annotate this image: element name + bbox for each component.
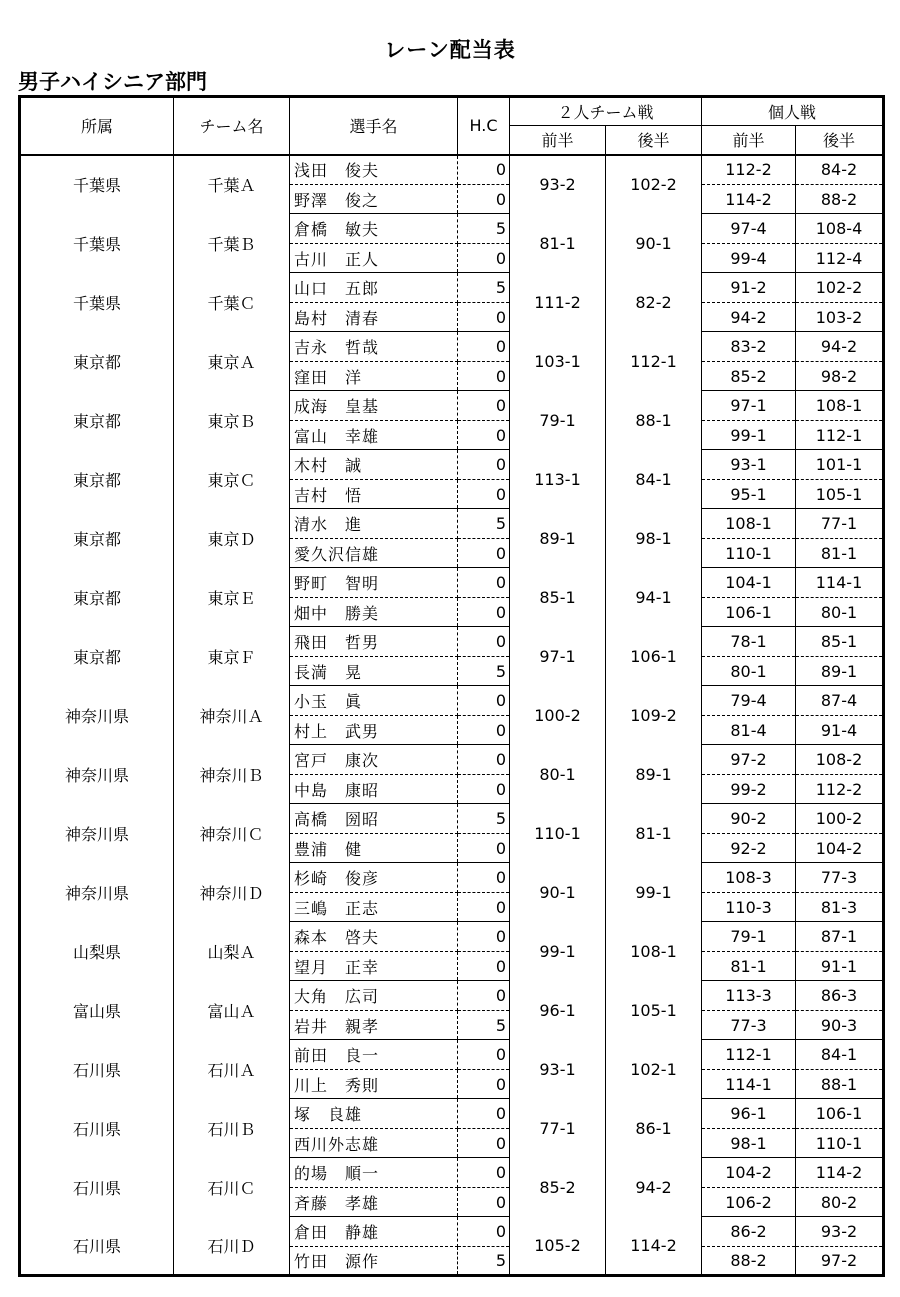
individual-first-half-lane: 114-1: [702, 1070, 796, 1099]
individual-first-half-lane: 81-1: [702, 952, 796, 981]
lane-assignment-table: [18, 95, 885, 1277]
hc-cell: 0: [458, 1099, 510, 1129]
hc-cell: 5: [458, 804, 510, 834]
individual-first-half-lane: 90-2: [702, 804, 796, 834]
team-name-cell: 石川Ｄ: [174, 1217, 290, 1276]
table-row: [20, 863, 884, 893]
player-name-cell: 浅田 俊夫: [290, 155, 458, 185]
team-first-half-lane: 113-1: [510, 450, 606, 509]
affiliation-cell: 東京都: [20, 509, 174, 568]
individual-first-half-lane: 99-1: [702, 421, 796, 450]
hc-cell: 0: [458, 775, 510, 804]
team-second-half-lane: 89-1: [606, 745, 702, 804]
individual-first-half-lane: 99-2: [702, 775, 796, 804]
individual-second-half-lane: 98-2: [796, 362, 884, 391]
individual-second-half-lane: 84-1: [796, 1040, 884, 1070]
table-row: [20, 686, 884, 716]
table-row: [20, 1099, 884, 1129]
individual-first-half-lane: 78-1: [702, 627, 796, 657]
team-first-half-lane: 79-1: [510, 391, 606, 450]
individual-first-half-lane: 106-1: [702, 598, 796, 627]
individual-first-half-lane: 97-1: [702, 391, 796, 421]
individual-second-half-lane: 108-2: [796, 745, 884, 775]
player-name-cell: 飛田 哲男: [290, 627, 458, 657]
team-second-half-lane: 108-1: [606, 922, 702, 981]
player-name-cell: 清水 進: [290, 509, 458, 539]
player-name-cell: 川上 秀則: [290, 1070, 458, 1099]
individual-first-half-lane: 114-2: [702, 185, 796, 214]
individual-second-half-lane: 101-1: [796, 450, 884, 480]
table-row: [20, 627, 884, 657]
table-row: [20, 391, 884, 421]
player-name-cell: 塚 良雄: [290, 1099, 458, 1129]
individual-second-half-lane: 81-3: [796, 893, 884, 922]
player-name-cell: 木村 誠: [290, 450, 458, 480]
individual-second-half-lane: 89-1: [796, 657, 884, 686]
team-first-half-lane: 85-1: [510, 568, 606, 627]
affiliation-cell: 千葉県: [20, 155, 174, 214]
team-name-cell: 東京Ｆ: [174, 627, 290, 686]
individual-second-half-lane: 81-1: [796, 539, 884, 568]
team-second-half-lane: 106-1: [606, 627, 702, 686]
individual-second-half-lane: 110-1: [796, 1129, 884, 1158]
page-title: レーン配当表: [384, 38, 516, 62]
individual-first-half-lane: 91-2: [702, 273, 796, 303]
player-name-cell: 高橋 圀昭: [290, 804, 458, 834]
team-first-half-lane: 110-1: [510, 804, 606, 863]
individual-first-half-lane: 112-1: [702, 1040, 796, 1070]
team-second-half-lane: 102-2: [606, 155, 702, 214]
individual-first-half-lane: 96-1: [702, 1099, 796, 1129]
team-first-half-lane: 93-1: [510, 1040, 606, 1099]
team-second-half-lane: 105-1: [606, 981, 702, 1040]
player-name-cell: 吉永 哲哉: [290, 332, 458, 362]
player-name-cell: 倉田 静雄: [290, 1217, 458, 1247]
individual-second-half-lane: 91-4: [796, 716, 884, 745]
team-name-cell: 千葉Ｂ: [174, 214, 290, 273]
individual-first-half-lane: 81-4: [702, 716, 796, 745]
affiliation-cell: 神奈川県: [20, 804, 174, 863]
hc-cell: 0: [458, 598, 510, 627]
player-name-cell: 斉藤 孝雄: [290, 1188, 458, 1217]
team-first-half-lane: 77-1: [510, 1099, 606, 1158]
header-team-match: ２人チーム戦: [510, 97, 702, 126]
affiliation-cell: 石川県: [20, 1217, 174, 1276]
hc-cell: 0: [458, 922, 510, 952]
player-name-cell: 望月 正幸: [290, 952, 458, 981]
hc-cell: 0: [458, 1040, 510, 1070]
table-row: [20, 568, 884, 598]
individual-second-half-lane: 112-4: [796, 244, 884, 273]
affiliation-cell: 千葉県: [20, 273, 174, 332]
team-first-half-lane: 96-1: [510, 981, 606, 1040]
team-second-half-lane: 82-2: [606, 273, 702, 332]
individual-second-half-lane: 77-1: [796, 509, 884, 539]
team-first-half-lane: 89-1: [510, 509, 606, 568]
hc-cell: 0: [458, 863, 510, 893]
table-row: [20, 981, 884, 1011]
individual-second-half-lane: 85-1: [796, 627, 884, 657]
table-row: [20, 155, 884, 185]
player-name-cell: 西川外志雄: [290, 1129, 458, 1158]
individual-first-half-lane: 108-3: [702, 863, 796, 893]
team-name-cell: 石川Ｂ: [174, 1099, 290, 1158]
hc-cell: 5: [458, 509, 510, 539]
header-player-name: 選手名: [290, 97, 458, 155]
individual-first-half-lane: 108-1: [702, 509, 796, 539]
team-second-half-lane: 102-1: [606, 1040, 702, 1099]
individual-first-half-lane: 88-2: [702, 1247, 796, 1276]
individual-first-half-lane: 94-2: [702, 303, 796, 332]
individual-first-half-lane: 110-3: [702, 893, 796, 922]
individual-first-half-lane: 80-1: [702, 657, 796, 686]
table-row: [20, 450, 884, 480]
hc-cell: 5: [458, 273, 510, 303]
hc-cell: 0: [458, 568, 510, 598]
team-name-cell: 神奈川Ｂ: [174, 745, 290, 804]
table-row: [20, 1040, 884, 1070]
hc-cell: 5: [458, 214, 510, 244]
player-name-cell: 杉崎 俊彦: [290, 863, 458, 893]
individual-second-half-lane: 80-2: [796, 1188, 884, 1217]
header-individual-first-half: 前半: [702, 126, 796, 155]
individual-first-half-lane: 112-2: [702, 155, 796, 185]
individual-first-half-lane: 98-1: [702, 1129, 796, 1158]
team-second-half-lane: 88-1: [606, 391, 702, 450]
player-name-cell: 野町 智明: [290, 568, 458, 598]
individual-second-half-lane: 93-2: [796, 1217, 884, 1247]
hc-cell: 0: [458, 391, 510, 421]
team-first-half-lane: 85-2: [510, 1158, 606, 1217]
player-name-cell: 豊浦 健: [290, 834, 458, 863]
player-name-cell: 三嶋 正志: [290, 893, 458, 922]
individual-second-half-lane: 90-3: [796, 1011, 884, 1040]
player-name-cell: 窪田 洋: [290, 362, 458, 391]
hc-cell: 0: [458, 1188, 510, 1217]
individual-first-half-lane: 77-3: [702, 1011, 796, 1040]
team-first-half-lane: 80-1: [510, 745, 606, 804]
hc-cell: 0: [458, 1129, 510, 1158]
affiliation-cell: 千葉県: [20, 214, 174, 273]
team-name-cell: 東京Ａ: [174, 332, 290, 391]
hc-cell: 0: [458, 450, 510, 480]
player-name-cell: 村上 武男: [290, 716, 458, 745]
table-row: [20, 273, 884, 303]
team-first-half-lane: 100-2: [510, 686, 606, 745]
individual-first-half-lane: 85-2: [702, 362, 796, 391]
individual-second-half-lane: 87-4: [796, 686, 884, 716]
player-name-cell: 森本 啓夫: [290, 922, 458, 952]
individual-second-half-lane: 91-1: [796, 952, 884, 981]
individual-second-half-lane: 112-2: [796, 775, 884, 804]
player-name-cell: 岩井 親孝: [290, 1011, 458, 1040]
team-first-half-lane: 97-1: [510, 627, 606, 686]
individual-first-half-lane: 97-4: [702, 214, 796, 244]
hc-cell: 5: [458, 1247, 510, 1276]
affiliation-cell: 山梨県: [20, 922, 174, 981]
affiliation-cell: 富山県: [20, 981, 174, 1040]
team-first-half-lane: 105-2: [510, 1217, 606, 1276]
team-second-half-lane: 114-2: [606, 1217, 702, 1276]
player-name-cell: 小玉 眞: [290, 686, 458, 716]
team-name-cell: 石川Ｃ: [174, 1158, 290, 1217]
individual-first-half-lane: 110-1: [702, 539, 796, 568]
individual-first-half-lane: 104-2: [702, 1158, 796, 1188]
affiliation-cell: 東京都: [20, 391, 174, 450]
hc-cell: 0: [458, 981, 510, 1011]
player-name-cell: 中島 康昭: [290, 775, 458, 804]
hc-cell: 5: [458, 657, 510, 686]
affiliation-cell: 神奈川県: [20, 745, 174, 804]
individual-second-half-lane: 108-1: [796, 391, 884, 421]
team-second-half-lane: 99-1: [606, 863, 702, 922]
hc-cell: 0: [458, 539, 510, 568]
player-name-cell: 的場 順一: [290, 1158, 458, 1188]
team-first-half-lane: 99-1: [510, 922, 606, 981]
header-individual-second-half: 後半: [796, 126, 884, 155]
table-row: [20, 1158, 884, 1188]
team-second-half-lane: 112-1: [606, 332, 702, 391]
individual-first-half-lane: 93-1: [702, 450, 796, 480]
player-name-cell: 富山 幸雄: [290, 421, 458, 450]
hc-cell: 0: [458, 716, 510, 745]
player-name-cell: 古川 正人: [290, 244, 458, 273]
player-name-cell: 大角 広司: [290, 981, 458, 1011]
table-row: [20, 509, 884, 539]
individual-second-half-lane: 97-2: [796, 1247, 884, 1276]
table-body: [20, 155, 884, 1276]
individual-first-half-lane: 95-1: [702, 480, 796, 509]
header-team-first-half: 前半: [510, 126, 606, 155]
team-second-half-lane: 86-1: [606, 1099, 702, 1158]
individual-second-half-lane: 87-1: [796, 922, 884, 952]
hc-cell: 0: [458, 185, 510, 214]
hc-cell: 0: [458, 244, 510, 273]
hc-cell: 5: [458, 1011, 510, 1040]
individual-second-half-lane: 94-2: [796, 332, 884, 362]
individual-second-half-lane: 77-3: [796, 863, 884, 893]
hc-cell: 0: [458, 745, 510, 775]
table-row: [20, 745, 884, 775]
team-name-cell: 富山Ａ: [174, 981, 290, 1040]
player-name-cell: 吉村 悟: [290, 480, 458, 509]
header-affiliation: 所属: [20, 97, 174, 155]
table-row: [20, 214, 884, 244]
affiliation-cell: 東京都: [20, 332, 174, 391]
individual-second-half-lane: 112-1: [796, 421, 884, 450]
affiliation-cell: 石川県: [20, 1099, 174, 1158]
individual-second-half-lane: 103-2: [796, 303, 884, 332]
player-name-cell: 倉橋 敏夫: [290, 214, 458, 244]
player-name-cell: 成海 皇基: [290, 391, 458, 421]
hc-cell: 0: [458, 303, 510, 332]
hc-cell: 0: [458, 421, 510, 450]
player-name-cell: 長満 晃: [290, 657, 458, 686]
hc-cell: 0: [458, 686, 510, 716]
individual-second-half-lane: 114-2: [796, 1158, 884, 1188]
table-row: [20, 332, 884, 362]
affiliation-cell: 神奈川県: [20, 686, 174, 745]
hc-cell: 0: [458, 834, 510, 863]
individual-second-half-lane: 104-2: [796, 834, 884, 863]
individual-first-half-lane: 113-3: [702, 981, 796, 1011]
hc-cell: 0: [458, 627, 510, 657]
team-first-half-lane: 81-1: [510, 214, 606, 273]
player-name-cell: 愛久沢信雄: [290, 539, 458, 568]
team-second-half-lane: 90-1: [606, 214, 702, 273]
affiliation-cell: 石川県: [20, 1040, 174, 1099]
team-name-cell: 神奈川Ｃ: [174, 804, 290, 863]
team-name-cell: 山梨Ａ: [174, 922, 290, 981]
player-name-cell: 宮戸 康次: [290, 745, 458, 775]
team-name-cell: 神奈川Ａ: [174, 686, 290, 745]
team-second-half-lane: 81-1: [606, 804, 702, 863]
hc-cell: 0: [458, 332, 510, 362]
individual-second-half-lane: 84-2: [796, 155, 884, 185]
team-second-half-lane: 94-1: [606, 568, 702, 627]
individual-second-half-lane: 108-4: [796, 214, 884, 244]
team-name-cell: 東京Ｃ: [174, 450, 290, 509]
individual-second-half-lane: 88-1: [796, 1070, 884, 1099]
header-hc: H.C: [458, 97, 510, 155]
individual-first-half-lane: 86-2: [702, 1217, 796, 1247]
affiliation-cell: 東京都: [20, 450, 174, 509]
table-row: [20, 1217, 884, 1247]
individual-second-half-lane: 105-1: [796, 480, 884, 509]
individual-first-half-lane: 83-2: [702, 332, 796, 362]
team-first-half-lane: 103-1: [510, 332, 606, 391]
team-name-cell: 東京Ｅ: [174, 568, 290, 627]
player-name-cell: 畑中 勝美: [290, 598, 458, 627]
individual-first-half-lane: 79-4: [702, 686, 796, 716]
hc-cell: 0: [458, 1070, 510, 1099]
affiliation-cell: 石川県: [20, 1158, 174, 1217]
player-name-cell: 前田 良一: [290, 1040, 458, 1070]
team-first-half-lane: 111-2: [510, 273, 606, 332]
team-name-cell: 神奈川Ｄ: [174, 863, 290, 922]
individual-second-half-lane: 106-1: [796, 1099, 884, 1129]
table-row: [20, 804, 884, 834]
header-individual: 個人戦: [702, 97, 884, 126]
team-name-cell: 東京Ｂ: [174, 391, 290, 450]
header-team-name: チーム名: [174, 97, 290, 155]
hc-cell: 0: [458, 1217, 510, 1247]
team-second-half-lane: 94-2: [606, 1158, 702, 1217]
individual-second-half-lane: 86-3: [796, 981, 884, 1011]
individual-first-half-lane: 104-1: [702, 568, 796, 598]
player-name-cell: 山口 五郎: [290, 273, 458, 303]
section-title: 男子ハイシニア部門: [18, 70, 207, 94]
team-first-half-lane: 93-2: [510, 155, 606, 214]
individual-second-half-lane: 88-2: [796, 185, 884, 214]
hc-cell: 0: [458, 952, 510, 981]
player-name-cell: 竹田 源作: [290, 1247, 458, 1276]
hc-cell: 0: [458, 480, 510, 509]
individual-first-half-lane: 106-2: [702, 1188, 796, 1217]
team-second-half-lane: 84-1: [606, 450, 702, 509]
individual-first-half-lane: 79-1: [702, 922, 796, 952]
individual-second-half-lane: 102-2: [796, 273, 884, 303]
individual-first-half-lane: 92-2: [702, 834, 796, 863]
team-name-cell: 石川Ａ: [174, 1040, 290, 1099]
hc-cell: 0: [458, 362, 510, 391]
affiliation-cell: 神奈川県: [20, 863, 174, 922]
individual-second-half-lane: 114-1: [796, 568, 884, 598]
team-second-half-lane: 98-1: [606, 509, 702, 568]
player-name-cell: 島村 清春: [290, 303, 458, 332]
hc-cell: 0: [458, 893, 510, 922]
affiliation-cell: 東京都: [20, 568, 174, 627]
hc-cell: 0: [458, 1158, 510, 1188]
team-name-cell: 東京Ｄ: [174, 509, 290, 568]
team-first-half-lane: 90-1: [510, 863, 606, 922]
player-name-cell: 野澤 俊之: [290, 185, 458, 214]
affiliation-cell: 東京都: [20, 627, 174, 686]
individual-first-half-lane: 97-2: [702, 745, 796, 775]
table-row: [20, 922, 884, 952]
team-second-half-lane: 109-2: [606, 686, 702, 745]
header-team-second-half: 後半: [606, 126, 702, 155]
individual-second-half-lane: 80-1: [796, 598, 884, 627]
team-name-cell: 千葉Ｃ: [174, 273, 290, 332]
hc-cell: 0: [458, 155, 510, 185]
individual-second-half-lane: 100-2: [796, 804, 884, 834]
team-name-cell: 千葉Ａ: [174, 155, 290, 214]
individual-first-half-lane: 99-4: [702, 244, 796, 273]
